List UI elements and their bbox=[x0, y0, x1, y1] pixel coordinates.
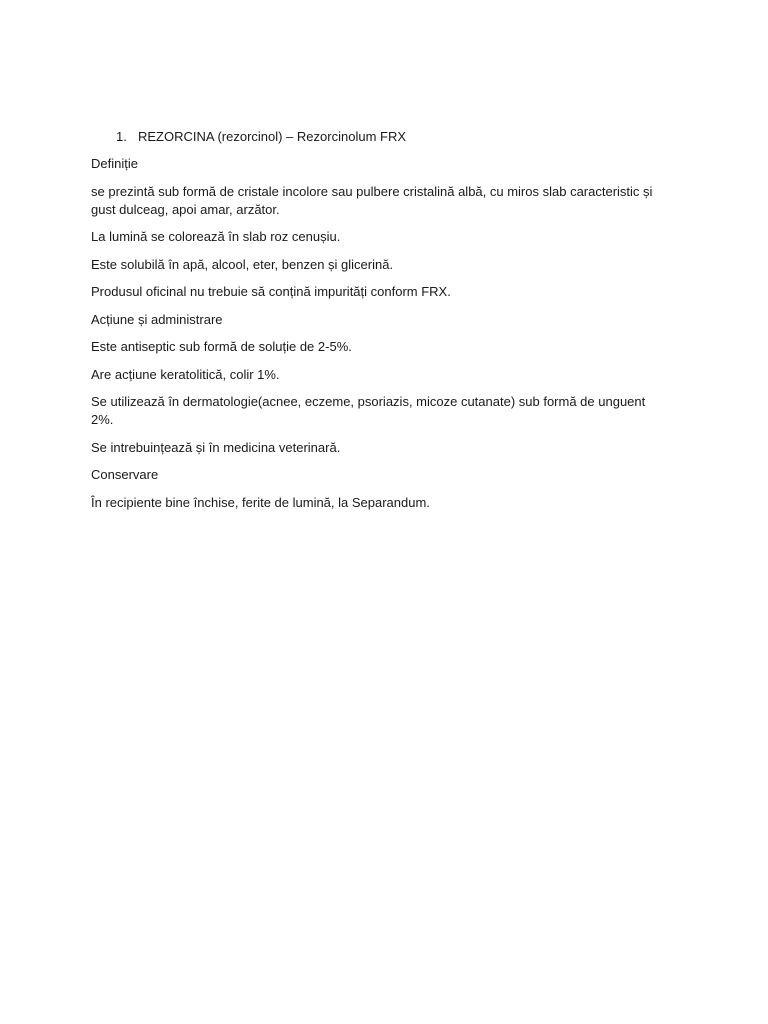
paragraph-color: La lumină se colorează în slab roz cenușiu. bbox=[91, 229, 341, 244]
section-title-conservare: Conservare bbox=[91, 467, 159, 482]
paragraph-veterinar: Se intrebuințează și în medicina veterinară. bbox=[91, 439, 341, 455]
document-heading bbox=[116, 128, 406, 146]
paragraph-solubility: Este solubilă în apă, alcool, eter, benzen și glicerină. bbox=[91, 256, 394, 272]
paragraph-description: se prezintă sub formă de cristale incolore sau pulbere cristalină albă, cu miros slab caracteristic și gust dulceag, apoi amar, arzător. bbox=[91, 183, 653, 217]
paragraph-conservare: În recipiente bine închise, ferite de lumină, la Separandum. bbox=[91, 494, 430, 510]
paragraph-keratolitic: Are acțiune keratolitică, colir 1%. bbox=[91, 366, 280, 382]
heading-number: 1. bbox=[116, 129, 127, 144]
heading-text: REZORCINA (rezorcinol) – Rezorcinolum FRX bbox=[138, 129, 407, 144]
paragraph-antiseptic: Este antiseptic sub formă de soluție de 2-5%. bbox=[91, 339, 352, 354]
paragraph-impurities: Produsul oficinal nu trebuie să conțină impurități conform FRX. bbox=[91, 284, 451, 299]
section-title-actiune: Acțiune și administrare bbox=[91, 311, 223, 327]
section-title-definitie: Definiție bbox=[91, 156, 138, 171]
paragraph-dermatologie: Se utilizează în dermatologie(acnee, eczeme, psoriazis, micoze cutanate) sub formă de unguent 2%. bbox=[91, 394, 646, 427]
document-body bbox=[91, 155, 671, 521]
